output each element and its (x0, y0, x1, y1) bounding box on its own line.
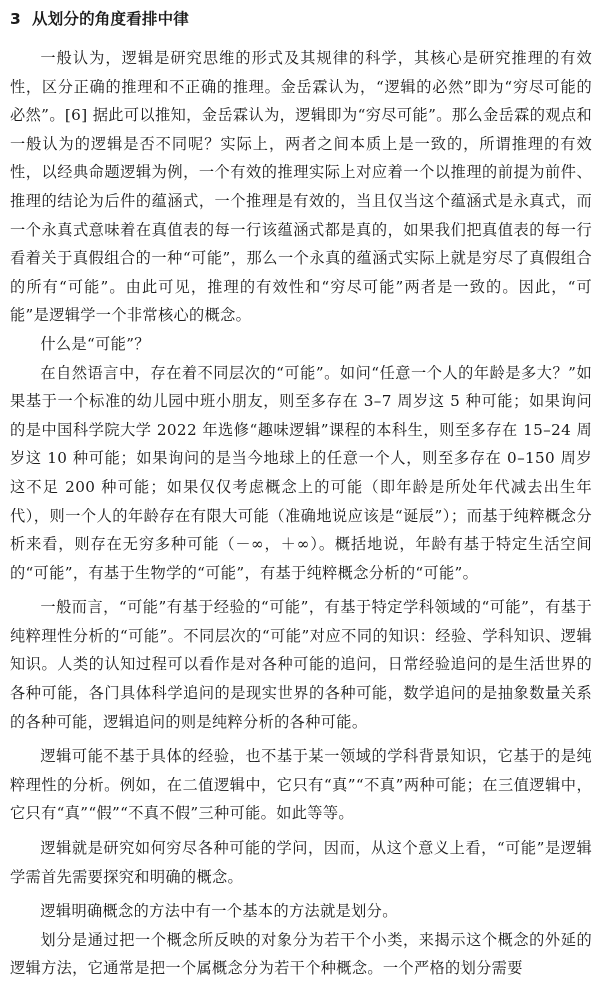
paragraph-division-method: 逻辑明确概念的方法中有一个基本的方法就是划分。 (40, 902, 398, 921)
paragraph-division-definition: 划分是通过把一个概念所反映的对象分为若干个小类，来揭示这个概念的外延的逻辑方法，它通常是把一个属概念分为若干个种概念。一个严格的划分需要 (10, 930, 592, 978)
paragraph-age-example: 在自然语言中，存在着不同层次的“可能”。如问“任意一个人的年龄是多大？”如果基于一个标准的幼儿园中班小朋友，则至多存在 3–7 周岁这 5 种可能；如果询问的是中国科学院大学 2022 年选修“趣味逻辑”课程的本科生，则至多存在 15–24 周岁这 10 种可能；如果询问的是当今地球上的任意一个人，则至多存在 0–150 周岁这不足 200 种可能；如果仅仅考虑概念上的可能（即年龄是所处年代减去出生年代），则一个人的年龄存在有限大可能（准确地说应该是“诞辰”）；而基于纯粹概念分析来看，则存在无穷多种可能（－∞，＋∞）。概括地说，年龄有基于特定生活空间的“可能”，有基于生物学的“可能”，有基于纯粹概念分析的“可能”。 (10, 363, 592, 582)
section-number: 3 (10, 10, 21, 28)
paragraph-logic-exhausts: 逻辑就是研究如何穷尽各种可能的学问，因而，从这个意义上看，“可能”是逻辑学需首先需要探究和明确的概念。 (10, 839, 592, 886)
paragraph-levels-of-possibility: 一般而言，“可能”有基于经验的“可能”，有基于特定学科领域的“可能”，有基于纯粹理性分析的“可能”。不同层次的“可能”对应不同的知识：经验、学科知识、逻辑知识。人类的认知过程可以看作是对各种可能的追问，日常经验追问的是生活世界的各种可能，各门具体科学追问的是现实世界的各种可能，数学追问的是抽象数量关系的各种可能，逻辑追问的则是纯粹分析的各种可能。 (10, 598, 592, 731)
section-title: 从划分的角度看排中律 (32, 10, 190, 28)
paragraph-logical-possibility: 逻辑可能不基于具体的经验，也不基于某一领域的学科背景知识，它基于的是纯粹理性的分析。例如，在二值逻辑中，它只有“真”“不真”两种可能；在三值逻辑中，它只有“真”“假”“不真不假”三种可能。如此等等。 (10, 747, 592, 823)
paragraph-question-possible: 什么是“可能”？ (40, 334, 150, 353)
section-heading (10, 8, 592, 30)
paragraph-logic-definition: 一般认为，逻辑是研究思维的形式及其规律的科学，其核心是研究推理的有效性，区分正确的推理和不正确的推理。金岳霖认为，“逻辑的必然”即为“穷尽可能的必然”。[6] 据此可以推知，金岳霖认为，逻辑即为“穷尽可能”。那么金岳霖的观点和一般认为的逻辑是否不同呢？实际上，两者之间本质上是一致的，所谓推理的有效性，以经典命题逻辑为例，一个有效的推理实际上对应着一个以推理的前提为前件、推理的结论为后件的蕴涵式，一个推理是有效的，当且仅当这个蕴涵式是永真式，而一个永真式意味着在真值表的每一行该蕴涵式都是真的，如果我们把真值表的每一行看着关于真假组合的一种“可能”，那么一个永真的蕴涵式实际上就是穷尽了真假组合的所有“可能”。由此可见，推理的有效性和“穷尽可能”两者是一致的。因此，“可能”是逻辑学一个非常核心的概念。 (10, 49, 592, 325)
